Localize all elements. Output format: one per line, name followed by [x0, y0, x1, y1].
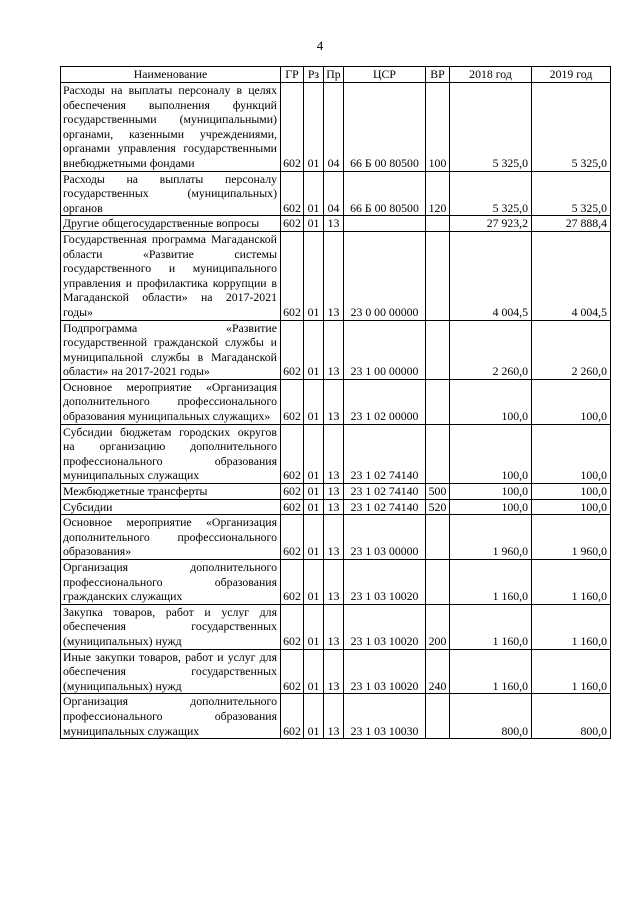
row-2018: 1 960,0	[450, 515, 532, 560]
row-rz: 01	[304, 424, 324, 483]
row-pr: 13	[324, 499, 344, 515]
header-name: Наименование	[61, 67, 281, 83]
table-row	[61, 231, 611, 320]
row-rz: 01	[304, 499, 324, 515]
row-vr	[426, 231, 450, 320]
header-gr: ГР	[281, 67, 304, 83]
row-rz: 01	[304, 83, 324, 172]
row-csr: 23 1 02 74140	[344, 424, 426, 483]
row-pr: 13	[324, 231, 344, 320]
row-vr: 100	[426, 83, 450, 172]
row-rz: 01	[304, 694, 324, 739]
row-name: Организация дополнительного профессионального образования гражданских служащих	[61, 560, 281, 605]
row-gr: 602	[281, 83, 304, 172]
row-2018: 100,0	[450, 424, 532, 483]
row-2019: 5 325,0	[532, 83, 611, 172]
row-2019: 100,0	[532, 499, 611, 515]
row-2018: 1 160,0	[450, 604, 532, 649]
row-csr: 23 1 02 00000	[344, 379, 426, 424]
row-vr	[426, 379, 450, 424]
row-name: Организация дополнительного профессионального образования муниципальных служащих	[61, 694, 281, 739]
row-gr: 602	[281, 171, 304, 216]
row-csr: 23 1 03 10020	[344, 649, 426, 694]
row-name: Субсидии	[61, 499, 281, 515]
row-2018: 800,0	[450, 694, 532, 739]
row-vr	[426, 216, 450, 232]
row-name: Иные закупки товаров, работ и услуг для обеспечения государственных (муниципальных) нужд	[61, 649, 281, 694]
budget-table	[60, 66, 611, 739]
header-pr: Пр	[324, 67, 344, 83]
row-2018: 1 160,0	[450, 560, 532, 605]
row-gr: 602	[281, 231, 304, 320]
row-2019: 4 004,5	[532, 231, 611, 320]
row-rz: 01	[304, 484, 324, 500]
row-csr: 66 Б 00 80500	[344, 83, 426, 172]
row-2018: 5 325,0	[450, 83, 532, 172]
row-2019: 27 888,4	[532, 216, 611, 232]
row-rz: 01	[304, 171, 324, 216]
row-pr: 13	[324, 424, 344, 483]
row-gr: 602	[281, 484, 304, 500]
row-pr: 13	[324, 604, 344, 649]
table-row	[61, 424, 611, 483]
row-2018: 5 325,0	[450, 171, 532, 216]
row-gr: 602	[281, 499, 304, 515]
header-vr: ВР	[426, 67, 450, 83]
table-row	[61, 379, 611, 424]
row-vr: 520	[426, 499, 450, 515]
row-pr: 04	[324, 83, 344, 172]
page-number: 4	[316, 38, 324, 53]
row-name: Государственная программа Магаданской области «Развитие системы государственного и муниципального управления и профилактика коррупции в Магаданской области» на 2017-2021 годы»	[61, 231, 281, 320]
row-csr: 23 1 00 00000	[344, 320, 426, 379]
row-2018: 100,0	[450, 379, 532, 424]
row-gr: 602	[281, 515, 304, 560]
row-name: Расходы на выплаты персоналу в целях обеспечения выполнения функций государственными (муниципальными) органами, казенными учреждениями, органами управления государственными внебюджетными фондами	[61, 83, 281, 172]
row-csr: 66 Б 00 80500	[344, 171, 426, 216]
row-gr: 602	[281, 560, 304, 605]
row-2018: 27 923,2	[450, 216, 532, 232]
row-vr: 120	[426, 171, 450, 216]
row-name: Подпрограмма «Развитие государственной гражданской службы и муниципальной службы в Магаданской области» на 2017-2021 годы»	[61, 320, 281, 379]
table-row	[61, 649, 611, 694]
row-name: Закупка товаров, работ и услуг для обеспечения государственных (муниципальных) нужд	[61, 604, 281, 649]
row-gr: 602	[281, 604, 304, 649]
row-2018: 100,0	[450, 484, 532, 500]
row-rz: 01	[304, 379, 324, 424]
row-csr: 23 1 02 74140	[344, 499, 426, 515]
row-rz: 01	[304, 216, 324, 232]
row-2018: 4 004,5	[450, 231, 532, 320]
row-vr	[426, 694, 450, 739]
row-2018: 1 160,0	[450, 649, 532, 694]
row-2018: 2 260,0	[450, 320, 532, 379]
row-name: Расходы на выплаты персоналу государственных (муниципальных) органов	[61, 171, 281, 216]
row-2019: 1 960,0	[532, 515, 611, 560]
row-2019: 800,0	[532, 694, 611, 739]
row-vr: 200	[426, 604, 450, 649]
row-pr: 13	[324, 515, 344, 560]
row-csr	[344, 216, 426, 232]
table-row	[61, 216, 611, 232]
row-vr	[426, 424, 450, 483]
row-2019: 2 260,0	[532, 320, 611, 379]
row-name: Межбюджетные трансферты	[61, 484, 281, 500]
table-body	[61, 83, 611, 739]
row-csr: 23 1 02 74140	[344, 484, 426, 500]
row-csr: 23 1 03 10020	[344, 560, 426, 605]
row-2018: 100,0	[450, 499, 532, 515]
row-vr	[426, 515, 450, 560]
row-gr: 602	[281, 320, 304, 379]
row-name: Основное мероприятие «Организация дополнительного профессионального образования муниципальных служащих»	[61, 379, 281, 424]
row-pr: 13	[324, 320, 344, 379]
header-csr: ЦСР	[344, 67, 426, 83]
row-rz: 01	[304, 649, 324, 694]
row-pr: 04	[324, 171, 344, 216]
row-vr: 240	[426, 649, 450, 694]
table-row	[61, 560, 611, 605]
row-gr: 602	[281, 424, 304, 483]
row-csr: 23 1 03 00000	[344, 515, 426, 560]
row-2019: 100,0	[532, 424, 611, 483]
table-row	[61, 604, 611, 649]
row-pr: 13	[324, 560, 344, 605]
row-name: Субсидии бюджетам городских округов на организацию дополнительного профессионального образования муниципальных служащих	[61, 424, 281, 483]
header-2018: 2018 год	[450, 67, 532, 83]
row-name: Основное мероприятие «Организация дополнительного профессионального образования»	[61, 515, 281, 560]
row-name: Другие общегосударственные вопросы	[61, 216, 281, 232]
table-header-row	[61, 67, 611, 83]
row-vr	[426, 320, 450, 379]
table-row	[61, 83, 611, 172]
table-row	[61, 171, 611, 216]
row-rz: 01	[304, 515, 324, 560]
row-2019: 5 325,0	[532, 171, 611, 216]
row-csr: 23 0 00 00000	[344, 231, 426, 320]
header-2019: 2019 год	[532, 67, 611, 83]
row-csr: 23 1 03 10020	[344, 604, 426, 649]
row-2019: 100,0	[532, 379, 611, 424]
row-pr: 13	[324, 484, 344, 500]
row-pr: 13	[324, 649, 344, 694]
row-2019: 1 160,0	[532, 649, 611, 694]
row-2019: 100,0	[532, 484, 611, 500]
row-gr: 602	[281, 694, 304, 739]
row-gr: 602	[281, 649, 304, 694]
table-row	[61, 515, 611, 560]
table-row	[61, 484, 611, 500]
table-row	[61, 694, 611, 739]
row-pr: 13	[324, 216, 344, 232]
row-pr: 13	[324, 694, 344, 739]
row-2019: 1 160,0	[532, 560, 611, 605]
row-vr	[426, 560, 450, 605]
row-csr: 23 1 03 10030	[344, 694, 426, 739]
row-rz: 01	[304, 560, 324, 605]
row-gr: 602	[281, 216, 304, 232]
row-2019: 1 160,0	[532, 604, 611, 649]
row-pr: 13	[324, 379, 344, 424]
row-rz: 01	[304, 231, 324, 320]
row-rz: 01	[304, 320, 324, 379]
table-row	[61, 499, 611, 515]
row-vr: 500	[426, 484, 450, 500]
row-rz: 01	[304, 604, 324, 649]
table-row	[61, 320, 611, 379]
header-rz: Рз	[304, 67, 324, 83]
row-gr: 602	[281, 379, 304, 424]
